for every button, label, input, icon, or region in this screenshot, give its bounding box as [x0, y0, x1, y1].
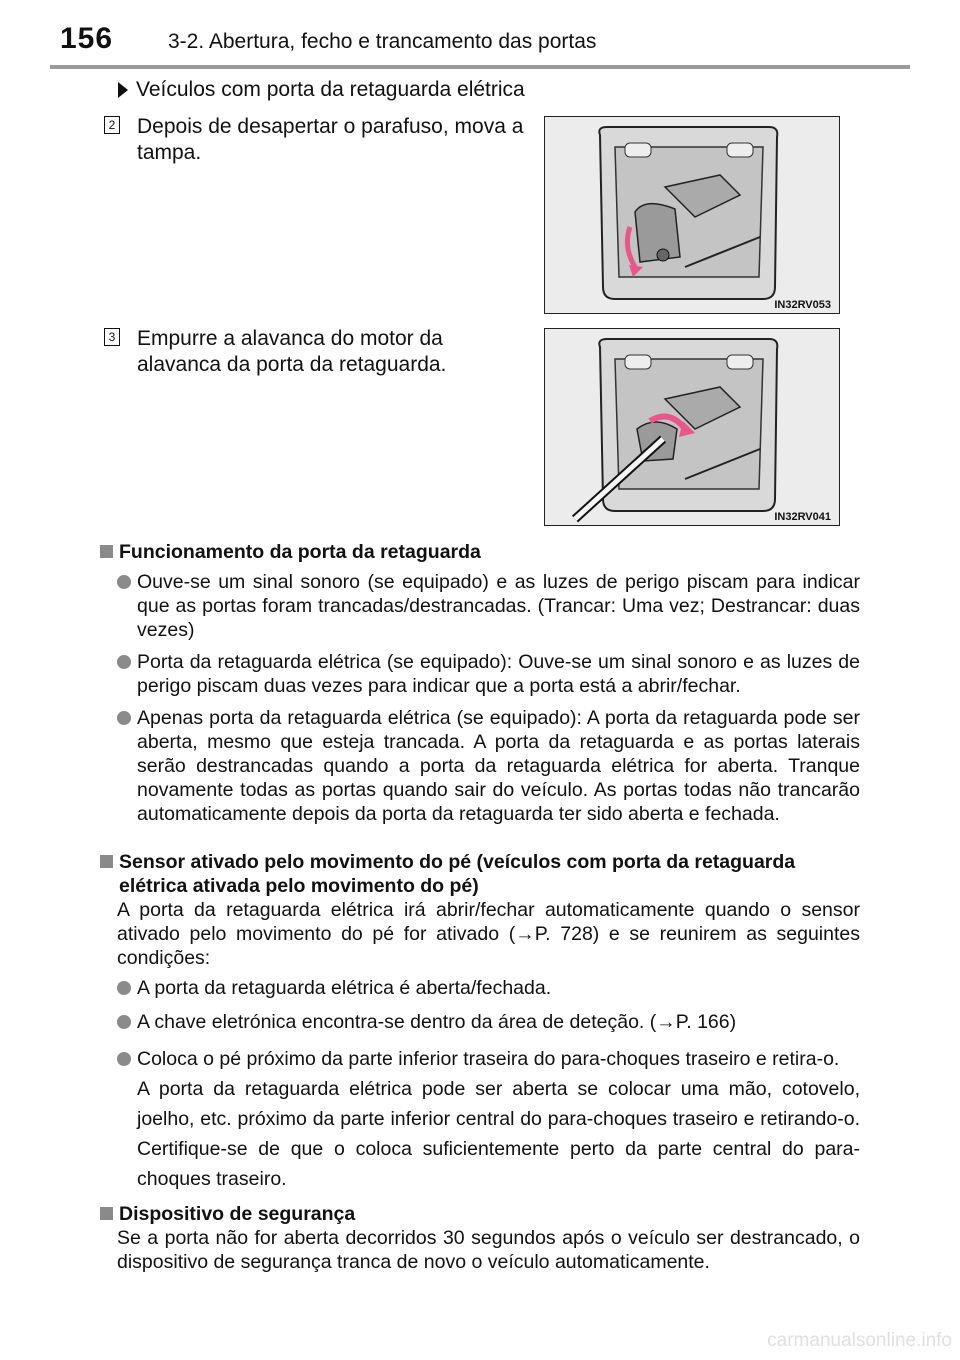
vehicle-heading-text: Veículos com porta da retaguarda elétrica: [136, 78, 525, 101]
lever-push-illustration: [545, 329, 839, 525]
section-text: Se a porta não for aberta decorridos 30 segundos após o veículo ser destrancado, o dispositivo de segurança tranca de novo o veículo automaticamente.: [117, 1227, 860, 1273]
circle-bullet-icon: [117, 655, 131, 669]
figure-code: IN32RV041: [774, 511, 831, 523]
section-foot-sensor: [100, 850, 860, 1194]
section-heading: Sensor ativado pelo movimento do pé (veículos com porta da retaguarda elétrica ativada pelo movimento do pé): [100, 850, 860, 898]
page-number: 156: [60, 22, 114, 55]
step-3-badge: 3: [104, 328, 120, 346]
step-2-text: Depois de desapertar o parafuso, mova a tampa.: [137, 115, 524, 164]
list-item: A chave eletrónica encontra-se dentro da área de deteção. (→P. 166): [117, 1010, 860, 1034]
list-item: Porta da retaguarda elétrica (se equipado): Ouve-se um sinal sonoro e as luzes de perigo piscam duas vezes para indicar que a porta está a abrir/fechar.: [117, 650, 860, 698]
section-heading: Funcionamento da porta da retaguarda: [100, 540, 860, 564]
figure-step-2: [544, 116, 840, 314]
list-item: Ouve-se um sinal sonoro (se equipado) e as luzes de perigo piscam para indicar que as portas foram trancadas/destrancadas. (Trancar: Uma vez; Destrancar: duas vezes): [117, 570, 860, 642]
vehicle-heading: [118, 78, 525, 102]
section-rear-door-operation: [100, 540, 860, 826]
circle-bullet-icon: [117, 711, 131, 725]
list-item: Apenas porta da retaguarda elétrica (se equipado): A porta da retaguarda pode ser aberta, mesmo que esteja trancada. A porta da retaguarda e as portas laterais serão destrancadas quando a porta da retaguarda elétrica for aberta. Tranque novamente todas as portas quando sair do veículo. As portas todas não trancarão automaticamente depois da porta da retaguarda ter sido aberta e fechada.: [117, 706, 860, 826]
section-intro: A porta da retaguarda elétrica irá abrir/fechar automaticamente quando o sensor ativado pelo movimento do pé for ativado (→P. 728) e se reunirem as seguintes condições:: [117, 899, 860, 969]
figure-code: IN32RV053: [774, 299, 831, 311]
square-bullet-icon: [100, 545, 113, 558]
circle-bullet-icon: [117, 575, 131, 589]
list-item: Coloca o pé próximo da parte inferior traseira do para-choques traseiro e retira-o.: [117, 1044, 860, 1074]
section-note: A porta da retaguarda elétrica pode ser aberta se colocar uma mão, cotovelo, joelho, etc. próximo da parte inferior central do para-choques traseiro e retirando-o. Certifique-se de que o coloca suficientemente perto da parte central do para-choques traseiro.: [137, 1078, 860, 1190]
header-divider: [50, 65, 910, 69]
square-bullet-icon: [100, 1207, 113, 1220]
list-item: A porta da retaguarda elétrica é aberta/fechada.: [117, 976, 860, 1000]
step-3-text: Empurre a alavanca do motor da alavanca da porta da retaguarda.: [137, 327, 447, 376]
circle-bullet-icon: [117, 1052, 131, 1066]
figure-step-3: [544, 328, 840, 526]
section-heading: Dispositivo de segurança: [100, 1202, 860, 1226]
watermark: carmanualsonline.info: [767, 1330, 952, 1351]
section-safety-device: [100, 1202, 860, 1274]
step-2-badge: 2: [104, 116, 120, 134]
square-bullet-icon: [100, 855, 113, 868]
circle-bullet-icon: [117, 981, 131, 995]
section-title: 3-2. Abertura, fecho e trancamento das portas: [168, 30, 597, 53]
triangle-arrow-icon: [118, 82, 128, 98]
circle-bullet-icon: [117, 1015, 131, 1029]
door-cover-illustration: [545, 117, 839, 313]
